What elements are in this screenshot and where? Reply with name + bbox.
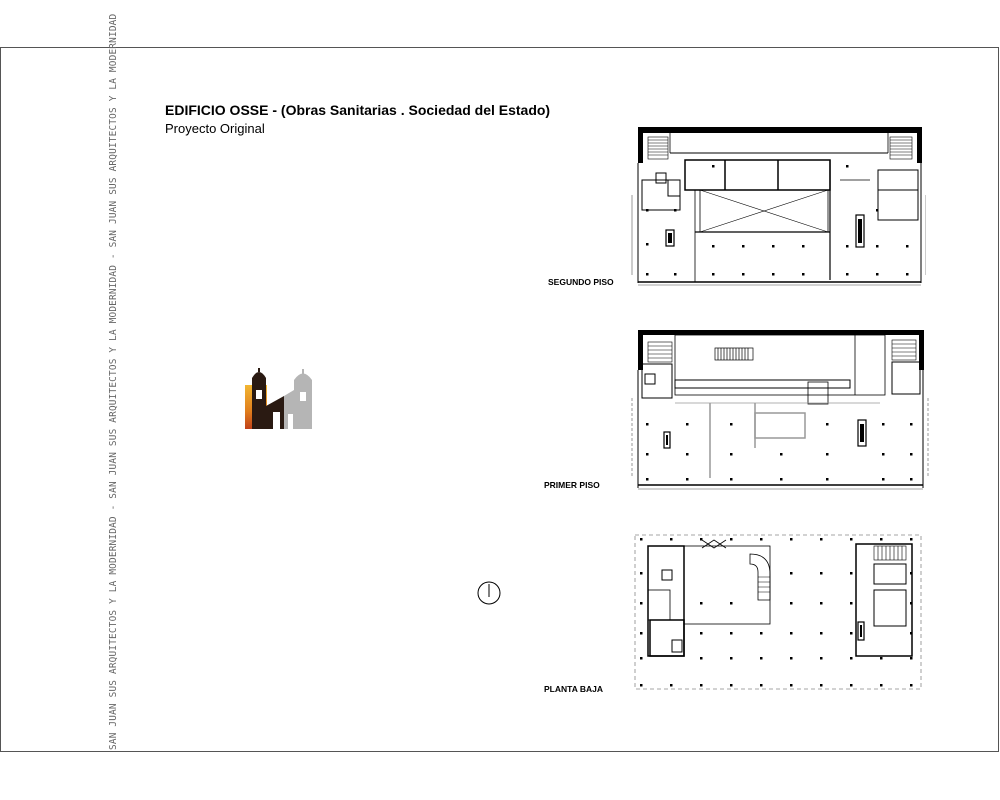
label-primer-piso: PRIMER PISO xyxy=(544,480,600,490)
plan-planta-baja xyxy=(630,532,926,701)
plan-segundo-piso xyxy=(630,125,926,292)
page-subtitle: Proyecto Original xyxy=(165,121,265,136)
vertical-series-text: SAN JUAN SUS ARQUITECTOS Y LA MODERNIDAD - SAN JUAN SUS ARQUITECTOS Y LA MODERNIDAD - SAN JUAN SUS ARQUITECTOS Y LA MODERNIDAD xyxy=(108,13,119,750)
label-segundo-piso: SEGUNDO PISO xyxy=(548,277,614,287)
page-title: EDIFICIO OSSE - (Obras Sanitarias . Sociedad del Estado) xyxy=(165,102,551,118)
plan-primer-piso xyxy=(630,328,930,497)
church-logo-icon xyxy=(244,368,316,435)
north-arrow-icon xyxy=(476,580,502,611)
label-planta-baja: PLANTA BAJA xyxy=(544,684,604,694)
